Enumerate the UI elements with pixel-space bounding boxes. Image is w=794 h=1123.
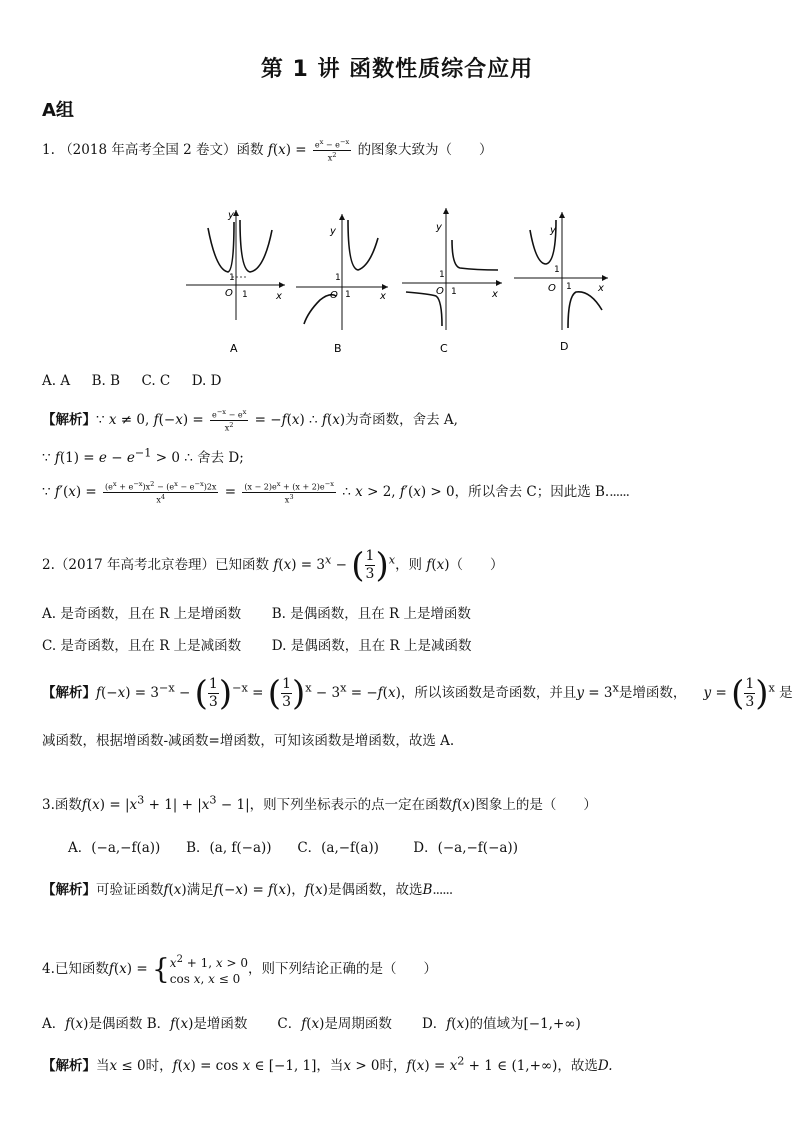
- q2-stem-text: 2.（2017 年高考北京卷理）已知函数: [42, 557, 270, 573]
- q1-number: 1.: [42, 142, 55, 158]
- q3-option-c[interactable]: C．(a,−f(a)): [297, 840, 379, 856]
- graph-a-origin: O: [225, 288, 233, 299]
- graph-d-y-label: y: [550, 225, 556, 236]
- q4-option-a[interactable]: A．f(x)是偶函数: [42, 1016, 143, 1032]
- q3-stem-text: 3.函数: [42, 797, 82, 813]
- graph-d-one-x: 1: [566, 282, 572, 292]
- q4-analysis-text-4: 时，: [379, 1058, 407, 1074]
- q4-option-d-text: 的值域为: [469, 1016, 524, 1032]
- q3-analysis-text-2: 满足: [186, 882, 214, 898]
- q4-analysis-tag: 【解析】: [42, 1058, 96, 1074]
- graph-a: [186, 210, 285, 355]
- q1-analysis-d: 舍去 D;: [197, 450, 244, 466]
- graph-d-label: D: [560, 340, 569, 353]
- q2-stem-paren: （ ）: [449, 557, 504, 573]
- graph-b-label: B: [334, 342, 342, 355]
- q2-stem-then: ，则: [395, 557, 423, 573]
- q4-option-a-text: 是偶函数: [88, 1016, 143, 1032]
- q3-analysis-text-3: ，: [291, 882, 305, 898]
- q1-option-b[interactable]: B. B: [91, 373, 120, 389]
- q3-analysis-tag: 【解析】: [42, 882, 96, 898]
- q1-option-c[interactable]: C. C: [141, 373, 171, 389]
- q1-graphs: [180, 200, 610, 360]
- q3-stem-mid: ，则下列坐标表示的点一定在函数: [249, 797, 453, 813]
- q2-analysis-tag: 【解析】: [42, 685, 96, 701]
- q1-option-d[interactable]: D. D: [191, 373, 222, 389]
- q3-options: [68, 836, 518, 856]
- graph-c-one-x: 1: [451, 287, 457, 297]
- q3-analysis-text-4: 是偶函数，故选: [327, 882, 423, 898]
- q4-analysis: 【解析】当x ≤ 0时，f(x) = cos x ∈ [−1, 1]，当x > 0时，$f(x) = x^2 + 1$ ∈ (1,+∞)，故选D.: [42, 1054, 613, 1074]
- q1-dots: ......: [609, 484, 629, 500]
- q2-option-a[interactable]: A. 是奇函数，且在 R 上是增函数: [42, 606, 242, 622]
- q1-analysis-c: ，所以舍去 C；因此选 B.: [454, 484, 610, 500]
- graph-d-origin: O: [548, 283, 556, 294]
- graph-c-origin: O: [436, 286, 444, 297]
- q2-analysis-inc: 是增函数，: [618, 685, 687, 701]
- q4-answer: D.: [597, 1058, 613, 1074]
- q1-option-a[interactable]: A. A: [42, 373, 71, 389]
- group-heading: A组: [42, 100, 74, 121]
- graph-b-one-x: 1: [345, 290, 351, 300]
- q2-option-b[interactable]: B. 是偶函数，且在 R 上是增函数: [271, 606, 471, 622]
- q4-option-b-text: 是增函数: [193, 1016, 248, 1032]
- q4-option-b[interactable]: B．f(x)是增函数: [146, 1016, 248, 1032]
- q4-stem: 4.已知函数f(x) = { $x^2 + 1$, x > 0 cos x, x ≤ 0 ，则下列结论正确的是（ ）: [42, 952, 438, 986]
- q2-analysis-line-2: 减函数，根据增函数-减函数=增函数，可知该函数是增函数，故选 A.: [42, 733, 455, 749]
- q2-option-d[interactable]: D. 是偶函数，且在 R 上是减函数: [271, 638, 472, 654]
- q4-options: [42, 1012, 581, 1032]
- graph-c-x-label: x: [492, 289, 498, 300]
- q4-piecewise: $x^2 + 1$, x > 0 cos x, x ≤ 0: [169, 954, 249, 986]
- graph-b-y-label: y: [330, 226, 336, 237]
- q2-analysis-line-1: 【解析】$f(-x) = 3^{-x}$ − ( $\frac{1}{3})^{-x}$ = ( $\frac{1}{3})^x - 3^x = -f(x)$，所以该函数是奇函数，并且$y = 3^x$是增函数， y = ( $\frac{1}{3})^x$ 是: [42, 673, 793, 714]
- q1-analysis-odd: 为奇函数，舍去 A,: [345, 412, 458, 428]
- q3-analysis: 【解析】可验证函数f(x)满足f(−x) = f(x)，f(x)是偶函数，故选B......: [42, 882, 453, 898]
- q4-option-c-text: 是周期函数: [324, 1016, 392, 1032]
- q1-source: （2018 年高考全国 2 卷文）函数: [59, 142, 264, 158]
- q2-options-row-2: [42, 634, 471, 654]
- graph-d: [514, 212, 608, 353]
- graph-d-x-label: x: [598, 283, 604, 294]
- q2-option-c[interactable]: C. 是奇函数，且在 R 上是减函数: [42, 638, 242, 654]
- graph-a-y-label: y: [228, 210, 234, 221]
- q1-options: [42, 373, 221, 389]
- q4-option-d[interactable]: D．f(x)的值域为[−1,+∞): [421, 1016, 581, 1032]
- q2-analysis-odd: ，所以该函数是奇函数，并且: [400, 685, 577, 701]
- q3-dots: ......: [432, 882, 453, 898]
- graph-b-origin: O: [330, 290, 338, 301]
- graph-a-label: A: [230, 342, 238, 355]
- page-title: 第 1 讲 函数性质综合应用: [260, 57, 534, 82]
- q3-option-d[interactable]: D．(−a,−f(−a)): [413, 840, 518, 856]
- q3-analysis-text-1: 可验证函数: [96, 882, 164, 898]
- q4-option-d-range: [−1,+∞): [523, 1016, 581, 1032]
- graph-b-one-y: 1: [335, 273, 341, 283]
- q3-option-a[interactable]: A．(−a,−f(a)): [68, 840, 161, 856]
- q1-stem: 1. （2018 年高考全国 2 卷文）函数 f(x) = $\frac{e^x - e^{-x}}{x^2}$ 的图象大致为（ ）: [42, 138, 493, 163]
- graph-b: [296, 214, 388, 355]
- q2-stem: 2.（2017 年高考北京卷理）已知函数 $f(x) = 3^x$ − ( $\frac{1}{3})^x$，则 f(x)（ ）: [42, 545, 504, 586]
- q3-option-b[interactable]: B．(a, f(−a)): [186, 840, 272, 856]
- q3-answer: B: [422, 882, 433, 898]
- q4-option-c[interactable]: C．f(x)是周期函数: [277, 1016, 392, 1032]
- graph-a-one-y: 1: [229, 273, 235, 283]
- q2-options-row-1: [42, 602, 471, 622]
- graph-c-one-y: 1: [439, 270, 445, 280]
- graph-d-one-y: 1: [554, 265, 560, 275]
- q4-analysis-text-3: ，当: [316, 1058, 344, 1074]
- q3-stem-tail: 图象上的是（ ）: [475, 797, 597, 813]
- q3-stem: 3.函数$f(x) = |x^3 + 1| + |x^3 - 1|$，则下列坐标表示的点一定在函数f(x)图象上的是（ ）: [42, 793, 597, 813]
- graph-b-x-label: x: [380, 291, 386, 302]
- q4-analysis-text-1: 当: [96, 1058, 110, 1074]
- q4-stem-tail: ，则下列结论正确的是（ ）: [248, 961, 438, 977]
- q2-analysis-is: 是: [779, 685, 793, 701]
- graph-c-label: C: [440, 342, 448, 355]
- q4-analysis-text-5: ，故选: [557, 1058, 598, 1074]
- graph-a-one-x: 1: [242, 290, 248, 300]
- q4-analysis-text-2: 时，: [145, 1058, 173, 1074]
- q1-analysis-tag: 【解析】: [42, 412, 96, 428]
- graph-c: [402, 208, 502, 355]
- q1-tail: 的图象大致为（ ）: [357, 142, 493, 158]
- graph-a-x-label: x: [276, 291, 282, 302]
- q1-analysis-line-2: ∵ $f(1) = e - e^{-1} > 0$ ∴ 舍去 D;: [42, 446, 244, 466]
- q1-analysis-line-3: ∵ f′(x) = $\frac{(e^x + e^{-x})x^2 - (e^x - e^{-x})2x}{x^4}$ = $\frac{(x - 2)e^x + (x + 2)e^{-x}}{x^3}$ ∴ x > 2, f′(x) > 0，所以舍去 C；因此选 B.......: [42, 480, 629, 505]
- q1-analysis-line-1: 【解析】∵ x ≠ 0, f(−x) = $\frac{e^{-x} - e^x}{x^2}$ = −f(x) ∴ f(x)为奇函数，舍去 A,: [42, 408, 458, 433]
- q1-function-fraction: $\frac{e^x - e^{-x}}{x^2}$: [314, 138, 350, 163]
- q4-stem-text: 4.已知函数: [42, 961, 109, 977]
- graph-c-y-label: y: [436, 222, 442, 233]
